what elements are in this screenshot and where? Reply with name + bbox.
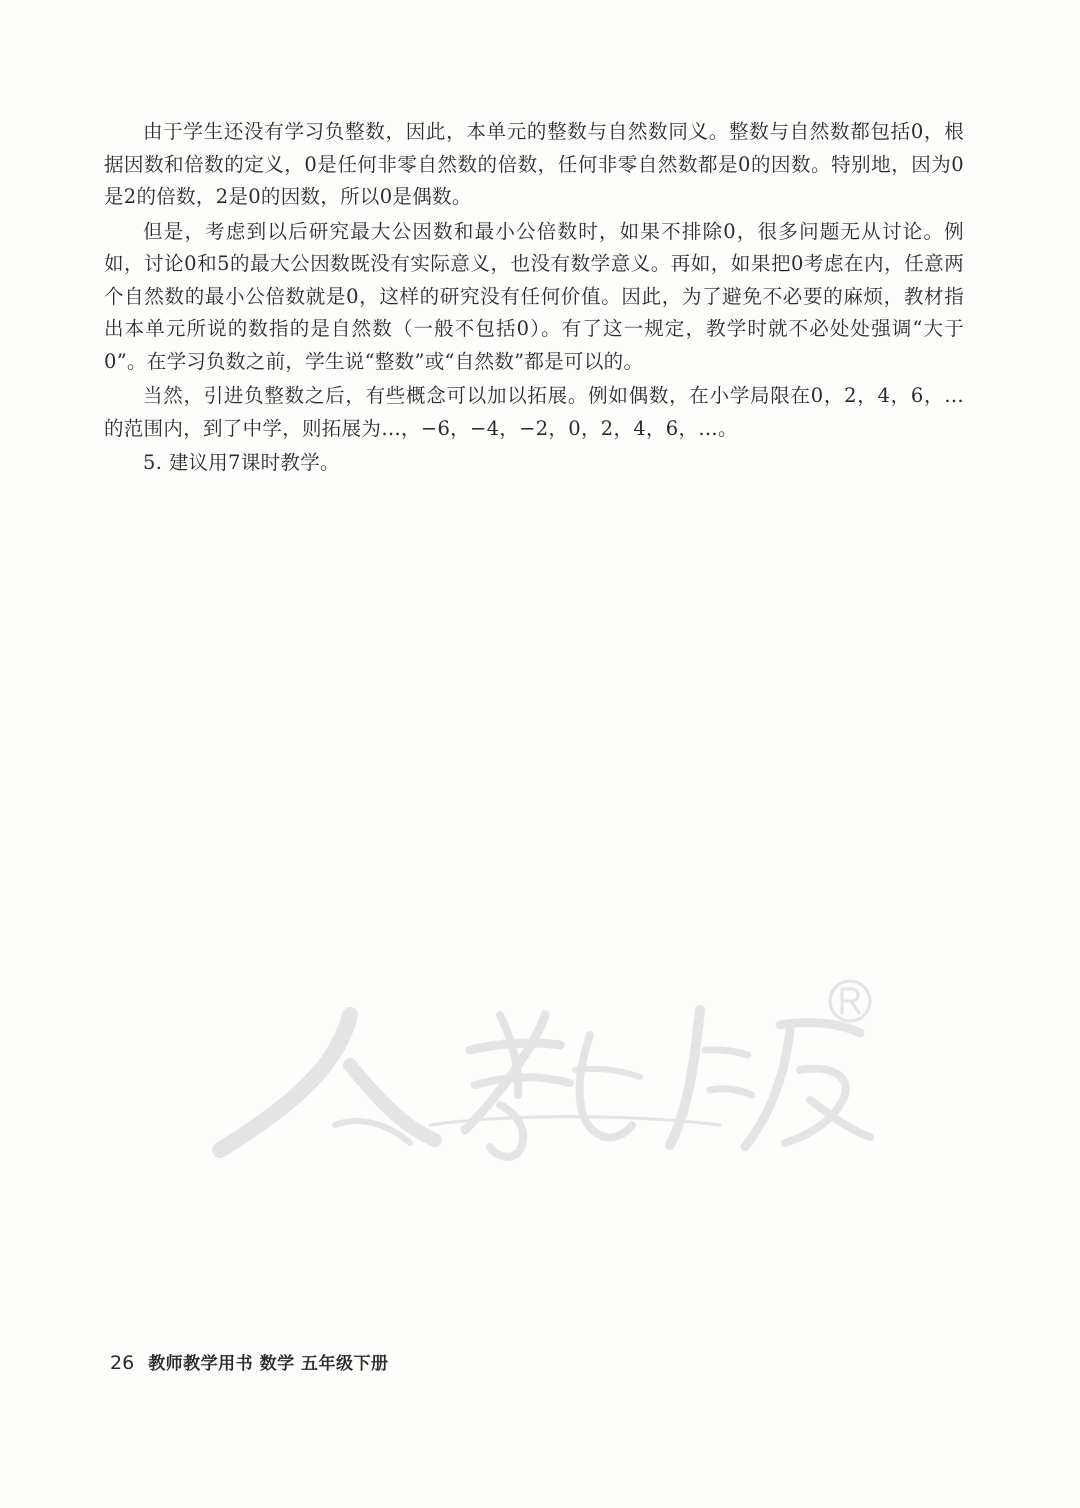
body-text [104,116,964,480]
paragraph-integers-natural-numbers: 由于学生还没有学习负整数，因此，本单元的整数与自然数同义。整数与自然数都包括0，根据因数和倍数的定义，0是任何非零自然数的倍数，任何非零自然数都是0的因数。特别地，因为0是2的倍数，2是0的因数，所以0是偶数。 [104,120,964,208]
page-number: 26 [110,1352,135,1374]
publisher-watermark-logo [200,975,890,1175]
paragraph-lesson-suggestion: 5. 建议用7课时教学。 [143,451,340,474]
book-title: 教师教学用书 数学 五年级下册 [148,1354,389,1374]
page-footer [110,1349,389,1379]
paragraph-negative-integers: 当然，引进负整数之后，有些概念可以加以拓展。例如偶数，在小学局限在0，2，4，6，…的范围内，到了中学，则拓展为…，−6，−4，−2，0，2，4，6，…。 [104,384,964,440]
paragraph-excluding-zero: 但是，考虑到以后研究最大公因数和最小公倍数时，如果不排除0，很多问题无从讨论。例如，讨论0和5的最大公因数既没有实际意义，也没有数学意义。再如，如果把0考虑在内，任意两个自然数的最小公倍数就是0，这样的研究没有任何价值。因此，为了避免不必要的麻烦，教材指出本单元所说的数指的是自然数（一般不包括0）。有了这一规定，教学时就不必处处强调“大于0”。在学习负数之前，学生说“整数”或“自然数”都是可以的。 [104,219,964,373]
